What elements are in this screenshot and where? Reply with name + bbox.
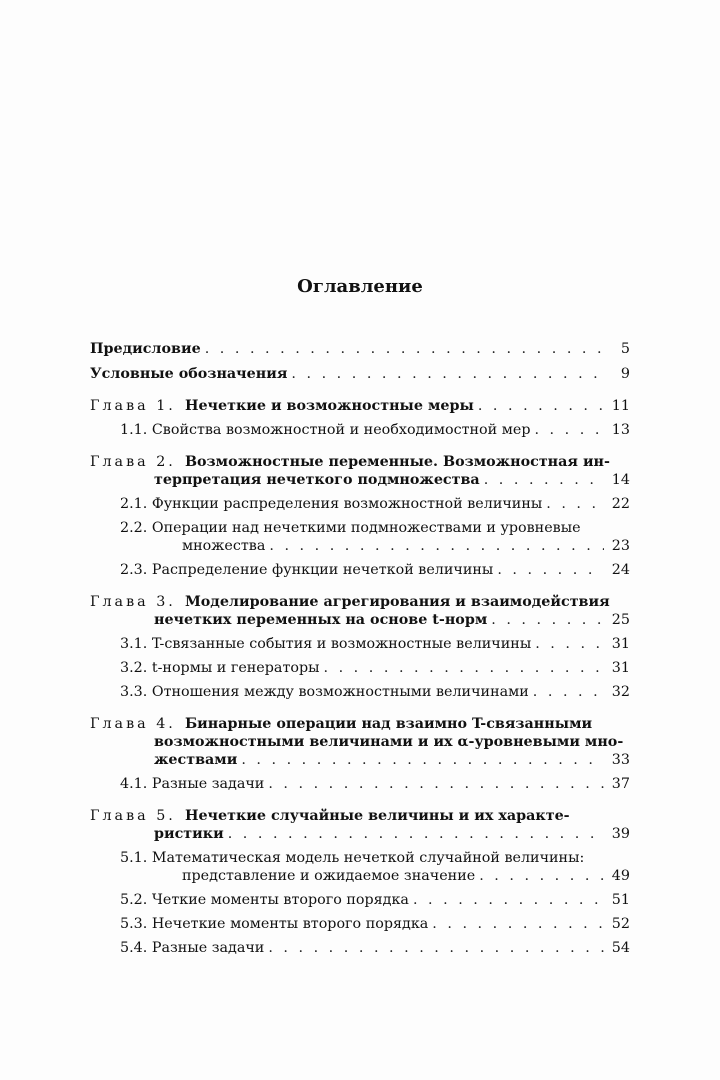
toc-chapter-heading[interactable] <box>90 453 630 489</box>
leader-dots <box>546 495 604 513</box>
section-title: Четкие моменты второго порядка <box>151 892 409 908</box>
section-title: Нечеткие моменты второго порядка <box>151 916 429 932</box>
leader-dots <box>324 659 605 677</box>
leader-dots <box>432 915 604 933</box>
toc-entry-notation[interactable] <box>90 365 630 383</box>
leader-dots <box>491 611 604 629</box>
toc-chapter-5 <box>90 807 630 957</box>
toc-chapter-heading[interactable] <box>90 397 630 415</box>
table-of-contents <box>90 340 630 963</box>
leader-dots <box>413 891 604 909</box>
toc-page-number: 39 <box>611 826 630 842</box>
section-number: 3.2. <box>120 660 148 676</box>
section-number: 5.4. <box>120 940 148 956</box>
toc-page-number: 9 <box>620 366 630 382</box>
section-number: 3.3. <box>120 684 148 700</box>
toc-entry-preface[interactable] <box>90 340 630 358</box>
toc-entry-label: Предисловие <box>90 341 201 357</box>
toc-page-number: 11 <box>611 398 630 414</box>
toc-section[interactable] <box>90 421 630 439</box>
page-title: Оглавление <box>297 276 423 297</box>
section-number: 5.2. <box>120 892 148 908</box>
chapter-prefix: Глава 5. <box>90 808 176 824</box>
chapter-prefix: Глава 4. <box>90 716 176 732</box>
toc-page-number: 33 <box>611 752 630 768</box>
toc-page-number: 54 <box>611 940 630 956</box>
toc-chapter-heading[interactable] <box>90 807 630 843</box>
leader-dots <box>268 939 604 957</box>
chapter-prefix: Глава 2. <box>90 454 176 470</box>
section-title-cont: представление и ожидаемое значение <box>182 868 476 884</box>
toc-chapter-heading[interactable] <box>90 715 630 769</box>
section-number: 2.1. <box>120 496 148 512</box>
toc-page-number: 13 <box>611 422 630 438</box>
toc-section[interactable] <box>90 659 630 677</box>
toc-section[interactable] <box>90 939 630 957</box>
section-title: Распределение функции нечеткой величины <box>151 562 494 578</box>
section-title: Функции распределения возможностной величины <box>151 496 543 512</box>
toc-chapter-4 <box>90 715 630 793</box>
toc-page-number: 31 <box>611 636 630 652</box>
leader-dots <box>291 365 604 383</box>
section-title: Разные задачи <box>151 776 265 792</box>
leader-dots <box>497 561 604 579</box>
toc-section[interactable] <box>90 683 630 701</box>
leader-dots <box>535 635 604 653</box>
toc-page-number: 22 <box>611 496 630 512</box>
section-number: 1.1. <box>120 422 148 438</box>
section-title: Отношения между возможностными величинами <box>151 684 529 700</box>
section-title: Разные задачи <box>151 940 265 956</box>
toc-chapter-3 <box>90 593 630 701</box>
section-number: 5.1. <box>120 850 148 866</box>
toc-page-number: 32 <box>611 684 630 700</box>
section-number: 2.2. <box>120 520 148 536</box>
toc-page-number: 5 <box>620 341 630 357</box>
chapter-title-cont: ристики <box>154 826 224 842</box>
section-number: 3.1. <box>120 636 148 652</box>
toc-page-number: 31 <box>611 660 630 676</box>
chapter-title-cont: возможностными величинами и их α-уровневыми мно- <box>154 734 624 750</box>
toc-section[interactable] <box>90 495 630 513</box>
toc-section[interactable] <box>90 849 630 885</box>
section-number: 2.3. <box>120 562 148 578</box>
toc-page-number: 49 <box>611 868 630 884</box>
leader-dots <box>228 825 604 843</box>
chapter-title-cont: терпретация нечеткого подмножества <box>154 472 480 488</box>
section-title: Математическая модель нечеткой случайной величины: <box>151 850 585 866</box>
chapter-title: Моделирование агрегирования и взаимодействия <box>184 594 610 610</box>
toc-section[interactable] <box>90 775 630 793</box>
leader-dots <box>241 751 604 769</box>
toc-entry-label: Условные обозначения <box>90 366 288 382</box>
chapter-title: Возможностные переменные. Возможностная ин- <box>184 454 610 470</box>
toc-page-number: 24 <box>611 562 630 578</box>
section-title-cont: множества <box>182 538 266 554</box>
toc-chapter-1 <box>90 397 630 439</box>
toc-page-number: 23 <box>611 538 630 554</box>
leader-dots <box>269 537 604 555</box>
toc-page-number: 37 <box>611 776 630 792</box>
toc-chapter-2 <box>90 453 630 579</box>
toc-page-number: 25 <box>611 612 630 628</box>
section-number: 4.1. <box>120 776 148 792</box>
toc-section[interactable] <box>90 891 630 909</box>
toc-section[interactable] <box>90 915 630 933</box>
toc-section[interactable] <box>90 519 630 555</box>
toc-page-number: 51 <box>611 892 630 908</box>
toc-section[interactable] <box>90 635 630 653</box>
section-number: 5.3. <box>120 916 148 932</box>
chapter-title: Нечеткие случайные величины и их характе- <box>184 808 570 824</box>
leader-dots <box>478 397 604 415</box>
leader-dots <box>534 421 604 439</box>
leader-dots <box>268 775 604 793</box>
section-title: T-связанные события и возможностные величины <box>151 636 532 652</box>
chapter-prefix: Глава 3. <box>90 594 176 610</box>
leader-dots <box>484 471 604 489</box>
chapter-prefix: Глава 1. <box>90 398 176 414</box>
section-title: t-нормы и генераторы <box>151 660 320 676</box>
section-title: Свойства возможностной и необходимостной мер <box>151 422 531 438</box>
chapter-title-cont: нечетких переменных на основе t-норм <box>154 612 488 628</box>
chapter-title-cont: жествами <box>154 752 238 768</box>
toc-page-number: 52 <box>611 916 630 932</box>
section-title: Операции над нечеткими подмножествами и уровневые <box>151 520 581 536</box>
leader-dots <box>479 867 604 885</box>
toc-section[interactable] <box>90 561 630 579</box>
leader-dots <box>533 683 604 701</box>
toc-page-number: 14 <box>611 472 630 488</box>
leader-dots <box>205 340 604 358</box>
toc-chapter-heading[interactable] <box>90 593 630 629</box>
chapter-title: Нечеткие и возможностные меры <box>184 398 474 414</box>
chapter-title: Бинарные операции над взаимно T-связанными <box>184 716 593 732</box>
